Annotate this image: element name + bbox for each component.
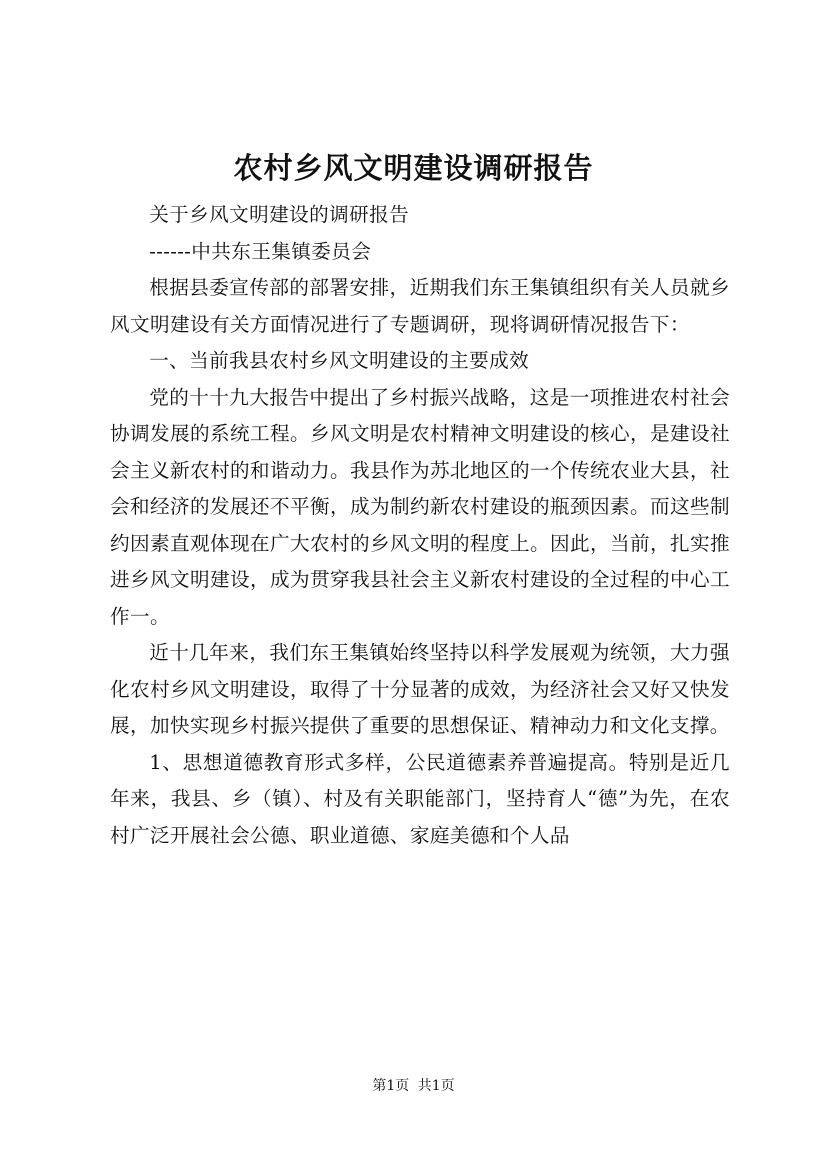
page-total: 共1页 (417, 1078, 455, 1094)
paragraph-body-1: 党的十十九大报告中提出了乡村振兴战略，这是一项推进农村社会协调发展的系统工程。乡风文明是农村精神文明建设的核心，是建设社会主义新农村的和谐动力。我县作为苏北地区的一个传统农业大县，社会和经济的发展还不平衡，成为制约新农村建设的瓶颈因素。而这些制约因素直观体现在广大农村的乡风文明的程度上。因此，当前，扎实推进乡风文明建设，成为贯穿我县社会主义新农村建设的全过程的中心工作一。 (110, 385, 730, 628)
paragraph-body-3: 1、思想道德教育形式多样，公民道德素养普遍提高。特别是近几年来，我县、乡（镇）、村及有关职能部门，坚持育人“德”为先，在农村广泛开展社会公德、职业道德、家庭美德和个人品 (110, 750, 730, 847)
paragraph-author: ------中共东王集镇委员会 (149, 239, 372, 263)
document-title: 农村乡风文明建设调研报告 (233, 151, 594, 185)
paragraph-subtitle: 关于乡风文明建设的调研报告 (149, 203, 410, 226)
page-footer (0, 1076, 827, 1096)
document-body (110, 197, 730, 854)
paragraph-intro: 根据县委宣传部的部署安排，近期我们东王集镇组织有关人员就乡风文明建设有关方面情况进行了专题调研，现将调研情况报告下： (110, 276, 730, 336)
page-number: 第1页 (372, 1078, 410, 1094)
section-heading-1: 一、当前我县农村乡风文明建设的主要成效 (149, 349, 530, 372)
paragraph-body-2: 近十几年来，我们东王集镇始终坚持以科学发展观为统领，大力强化农村乡风文明建设，取得了十分显著的成效，为经济社会又好又快发展，加快实现乡村振兴提供了重要的思想保证、精神动力和文化支撑。 (110, 641, 730, 737)
